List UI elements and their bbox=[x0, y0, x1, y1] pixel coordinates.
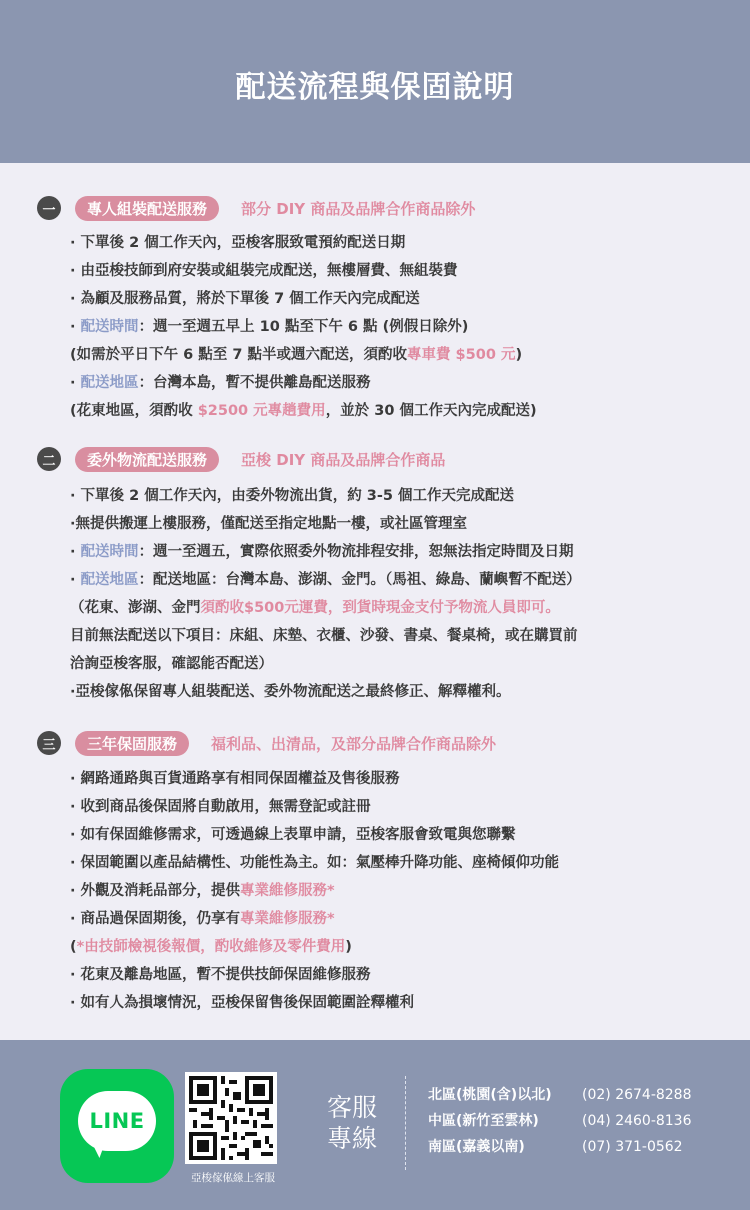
list-item: 洽詢亞梭客服，確認能否配送） bbox=[70, 656, 273, 672]
section-number-badge: 一 bbox=[37, 196, 61, 220]
list-item: · 為顧及服務品質，將於下單後 7 個工作天內完成配送 bbox=[70, 291, 420, 307]
page-title: 配送流程與保固說明 bbox=[235, 70, 515, 105]
phone-number[interactable]: (04) 2460-8136 bbox=[582, 1113, 692, 1129]
list-item: · 配送時間：週一至週五早上 10 點至下午 6 點 (例假日除外) bbox=[70, 319, 469, 335]
customer-service-label: 客服專線 bbox=[326, 1093, 377, 1153]
section-number-badge: 二 bbox=[37, 447, 61, 471]
divider bbox=[405, 1076, 406, 1170]
section-title-pill: 委外物流配送服務 bbox=[75, 447, 219, 472]
qr-code[interactable] bbox=[185, 1072, 277, 1164]
list-item: · 網路通路與百貨通路享有相同保固權益及售後服務 bbox=[70, 771, 400, 787]
list-item: · 下單後 2 個工作天內，由委外物流出貨，約 3-5 個工作天完成配送 bbox=[70, 488, 515, 504]
line-bubble-tail bbox=[87, 1144, 104, 1158]
list-item: · 外觀及消耗品部分，提供專業維修服務* bbox=[70, 883, 335, 899]
header-banner bbox=[0, 0, 750, 163]
list-item: (花東地區，須酌收 $2500 元專趟費用，並於 30 個工作天內完成配送) bbox=[70, 403, 537, 419]
line-logo-text: LINE bbox=[78, 1091, 156, 1151]
list-item: · 如有人為損壞情況，亞梭保留售後保固範圍詮釋權利 bbox=[70, 995, 415, 1011]
list-item: (*由技師檢視後報價，酌收維修及零件費用) bbox=[70, 939, 352, 955]
section-note: 亞梭 DIY 商品及品牌合作商品 bbox=[241, 450, 446, 469]
phone-region: 中區(新竹至雲林) bbox=[428, 1113, 539, 1129]
list-item: · 配送地區：配送地區：台灣本島、澎湖、金門。（馬祖、綠島、蘭嶼暫不配送） bbox=[70, 572, 581, 588]
phone-number[interactable]: (02) 2674-8288 bbox=[582, 1087, 692, 1103]
list-item: · 下單後 2 個工作天內，亞梭客服致電預約配送日期 bbox=[70, 235, 406, 251]
phone-region: 北區(桃園(含)以北) bbox=[428, 1087, 552, 1103]
qr-code-icon bbox=[189, 1076, 273, 1160]
section-note: 福利品、出清品，及部分品牌合作商品除外 bbox=[211, 734, 497, 753]
list-item: · 配送時間：週一至週五，實際依照委外物流排程安排，恕無法指定時間及日期 bbox=[70, 544, 574, 560]
section-warranty-header bbox=[37, 730, 496, 756]
phone-number[interactable]: (07) 371-0562 bbox=[582, 1139, 683, 1155]
line-app-icon[interactable] bbox=[60, 1069, 174, 1183]
list-item: 目前無法配送以下項目：床組、床墊、衣櫃、沙發、書桌、餐桌椅，或在購買前 bbox=[70, 628, 578, 644]
list-item: （花東、澎湖、金門須酌收$500元運費，到貨時現金支付予物流人員即可。 bbox=[70, 600, 560, 616]
list-item: (如需於平日下午 6 點至 7 點半或週六配送，須酌收專車費 $500 元) bbox=[70, 347, 523, 363]
list-item: · 收到商品後保固將自動啟用，無需登記或註冊 bbox=[70, 799, 371, 815]
section-title-pill: 三年保固服務 bbox=[75, 731, 189, 756]
list-item: ·無提供搬運上樓服務，僅配送至指定地點一樓，或社區管理室 bbox=[70, 516, 468, 532]
section-note: 部分 DIY 商品及品牌合作商品除外 bbox=[241, 199, 476, 218]
list-item: · 商品過保固期後，仍享有專業維修服務* bbox=[70, 911, 335, 927]
section-number-badge: 三 bbox=[37, 731, 61, 755]
list-item: · 由亞梭技師到府安裝或組裝完成配送，無樓層費、無組裝費 bbox=[70, 263, 458, 279]
main-content bbox=[0, 163, 750, 1040]
list-item: · 如有保固維修需求，可透過線上表單申請，亞梭客服會致電與您聯繫 bbox=[70, 827, 516, 843]
section-logistics-header bbox=[37, 446, 445, 472]
phone-region: 南區(嘉義以南) bbox=[428, 1139, 525, 1155]
list-item: ·亞梭傢俬保留專人組裝配送、委外物流配送之最終修正、解釋權利。 bbox=[70, 684, 511, 700]
list-item: · 保固範圍以產品結構性、功能性為主。如：氣壓棒升降功能、座椅傾仰功能 bbox=[70, 855, 560, 871]
list-item: · 配送地區：台灣本島，暫不提供離島配送服務 bbox=[70, 375, 371, 391]
qr-caption: 亞梭傢俬線上客服 bbox=[191, 1172, 275, 1184]
section-title-pill: 專人組裝配送服務 bbox=[75, 196, 219, 221]
footer-contact bbox=[0, 1040, 750, 1210]
section-delivery-header bbox=[37, 195, 475, 221]
list-item: · 花東及離島地區，暫不提供技師保固維修服務 bbox=[70, 967, 371, 983]
